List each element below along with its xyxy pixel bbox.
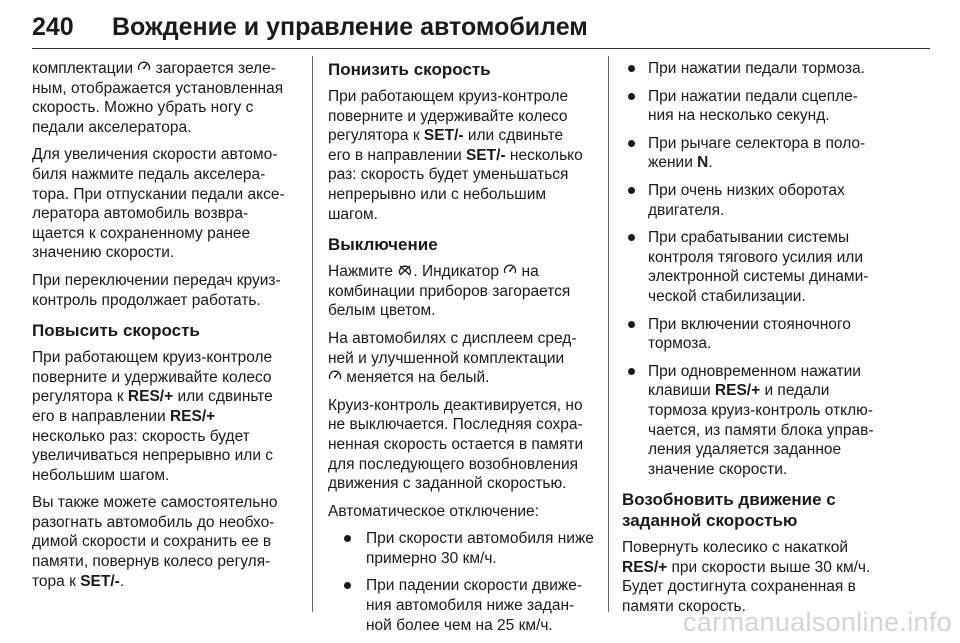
section-heading: Понизить скорость (328, 60, 491, 79)
text-line: Возобновить движение с (622, 490, 836, 510)
list-item (328, 529, 596, 568)
section-heading (622, 489, 894, 531)
text-line: загорается зеле- (155, 60, 276, 77)
text-run: несколько (505, 146, 583, 164)
text-line: Вы также можете самостоятельно (32, 494, 278, 512)
key-label: N (697, 154, 709, 172)
text-line: комбинации приборов загорается (328, 282, 571, 300)
text-line: комплектации (32, 60, 133, 77)
key-label: SET/- (423, 127, 464, 145)
text-line: При нажатии педали сцепле- (648, 87, 858, 105)
list-item (622, 59, 894, 79)
text-run: на (517, 263, 539, 281)
text-line: щается к сохраненному ранее (32, 224, 251, 242)
text-line: несколько раз: скорость будет (32, 427, 250, 445)
text-line: не выключается. Последняя сохра- (328, 416, 583, 434)
text-line: белым цветом. (328, 302, 436, 320)
text-line: ным, отображается установленная (32, 79, 284, 97)
text-line: биля нажмите педаль акселера- (32, 165, 266, 183)
text-line: ненная скорость остается в памяти (328, 435, 584, 453)
text-line: При работающем круиз-контроле (32, 349, 273, 367)
cruise-control-indicator-icon (503, 263, 517, 278)
list-item (622, 87, 894, 126)
text-run: . Индикатор (413, 263, 504, 281)
text-line: димой скорости и сохранить ее в (32, 533, 272, 551)
list-item (622, 315, 894, 354)
text-line: шагом. (328, 205, 378, 223)
text-line: памяти, повернув колесо регуля- (32, 553, 271, 571)
text-run: меняется на белый. (342, 369, 490, 387)
text-line: При работающем круиз-контроле (328, 88, 569, 105)
section-heading: Выключение (328, 235, 438, 255)
cruise-control-indicator-icon (328, 369, 342, 384)
text-line: ния на несколько секунд. (648, 107, 830, 125)
section-heading: Повысить скорость (32, 321, 200, 341)
text-run: клавиши (648, 382, 715, 400)
text-line: раз: скорость будет уменьшаться (328, 166, 569, 184)
text-line: непрерывно или с небольшим (328, 185, 547, 203)
list-item (622, 362, 894, 480)
paragraph (328, 262, 596, 321)
paragraph (622, 538, 894, 616)
key-label: RES/+ (127, 388, 174, 406)
column-3 (622, 59, 894, 625)
text-line: Будет достигнута сохраненная в (622, 578, 856, 596)
text-line: ной более чем на 25 км/ч. (366, 616, 553, 634)
text-line: При срабатывании системы (648, 229, 850, 247)
text-run: его в направлении (32, 407, 170, 425)
text-run: . (119, 572, 125, 590)
text-line: Круиз-контроль деактивируется, но (328, 396, 583, 414)
text-line: небольшим шагом. (32, 466, 170, 484)
key-label: RES/+ (169, 407, 216, 425)
text-line: тора. При отпускании педали аксе- (32, 185, 285, 203)
page-number: 240 (32, 13, 74, 41)
page-header (32, 4, 930, 49)
text-line: поверните и удерживайте колесо (32, 368, 272, 386)
text-run: его в направлении (328, 146, 466, 164)
text-line: примерно 30 км/ч. (366, 549, 497, 567)
text-line: На автомобилях с дисплеем сред- (328, 329, 577, 347)
cruise-cancel-icon (397, 264, 413, 278)
text-line: ней и улучшенной комплектации (328, 349, 565, 367)
text-line: поверните и удерживайте колесо (328, 107, 568, 125)
column-divider (312, 56, 313, 612)
paragraph (328, 87, 596, 224)
column-2 (328, 59, 596, 643)
watermark: carmanualsonline.info (683, 607, 952, 637)
text-line: двигателя. (648, 201, 725, 219)
text-run: . (708, 154, 713, 172)
text-run: Нажмите (328, 263, 398, 281)
text-run: регулятора к (32, 388, 128, 406)
bullet-list (328, 529, 596, 635)
list-item (328, 576, 596, 635)
text-line: При падении скорости движе- (366, 577, 583, 595)
text-line: При нажатии педали тормоза. (648, 60, 865, 77)
text-line: движения с заданной скоростью. (328, 475, 567, 493)
key-label: SET/- (80, 572, 120, 590)
text-line: При одновременном нажатии (648, 362, 861, 380)
text-line: Для увеличения скорости автомо- (32, 146, 278, 164)
column-1 (32, 59, 294, 599)
page-title: Вождение и управление автомобилем (112, 13, 588, 41)
text-run: при скорости выше 30 км/ч. (667, 558, 871, 576)
bullet-list (622, 59, 894, 479)
text-run: или сдвиньте (173, 388, 273, 406)
key-label: RES/+ (714, 382, 761, 400)
column-divider (608, 56, 609, 612)
key-label: RES/+ (622, 558, 668, 576)
list-item (622, 134, 894, 173)
paragraph (32, 59, 294, 137)
text-line: При очень низких оборотах (648, 181, 845, 199)
text-line: чается, из памяти блока управ- (648, 421, 874, 439)
paragraph (32, 271, 294, 310)
text-line: педали акселератора. (32, 118, 192, 136)
text-line: При скорости автомобиля ниже (366, 530, 594, 548)
text-line: для последующего возобновления (328, 455, 579, 473)
list-item (622, 228, 894, 306)
paragraph (328, 396, 596, 494)
paragraph (32, 493, 294, 591)
text-line: скорость. Можно убрать ногу с (32, 99, 254, 117)
text-line: увеличиваться непрерывно или с (32, 447, 274, 465)
text-line: памяти скорость. (622, 598, 746, 616)
text-run: регулятора к (328, 127, 424, 145)
text-line: электронной системы динами- (648, 268, 869, 286)
text-run: и педали (760, 382, 830, 400)
text-line: При включении стояночного (648, 315, 851, 333)
key-label: SET/- (465, 146, 506, 164)
text-line: тормоза. (648, 335, 712, 353)
cruise-control-indicator-icon (137, 60, 151, 75)
text-line: ческой стабилизации. (648, 287, 806, 305)
text-line: значение скорости. (648, 460, 788, 478)
text-run: тора к (32, 572, 81, 590)
paragraph (32, 348, 294, 485)
text-line: контроля тягового усилия или (648, 248, 863, 266)
text-line: заданной скоростью (622, 511, 798, 531)
list-item (622, 181, 894, 220)
text-line: ления удаляется заданное (648, 441, 842, 459)
text-line: значению скорости. (32, 244, 175, 262)
text-line: тормоза круиз-контроль отклю- (648, 401, 873, 419)
text-line: При рычаге селектора в поло- (648, 134, 866, 152)
text-line: При переключении передач круиз- (32, 271, 281, 289)
text-line: разогнать автомобиль до необхо- (32, 513, 275, 531)
paragraph (32, 145, 294, 263)
text-line: контроль продолжает работать. (32, 291, 261, 309)
paragraph (328, 329, 596, 388)
text-run: или сдвиньте (463, 127, 564, 145)
paragraph: Автоматическое отключение: (328, 502, 539, 520)
text-run: жении (648, 154, 698, 172)
text-line: ния автомобиля ниже задан- (366, 597, 575, 615)
text-line: лератора автомобиль возвра- (32, 205, 249, 223)
text-line: Повернуть колесико с накаткой (622, 539, 849, 557)
